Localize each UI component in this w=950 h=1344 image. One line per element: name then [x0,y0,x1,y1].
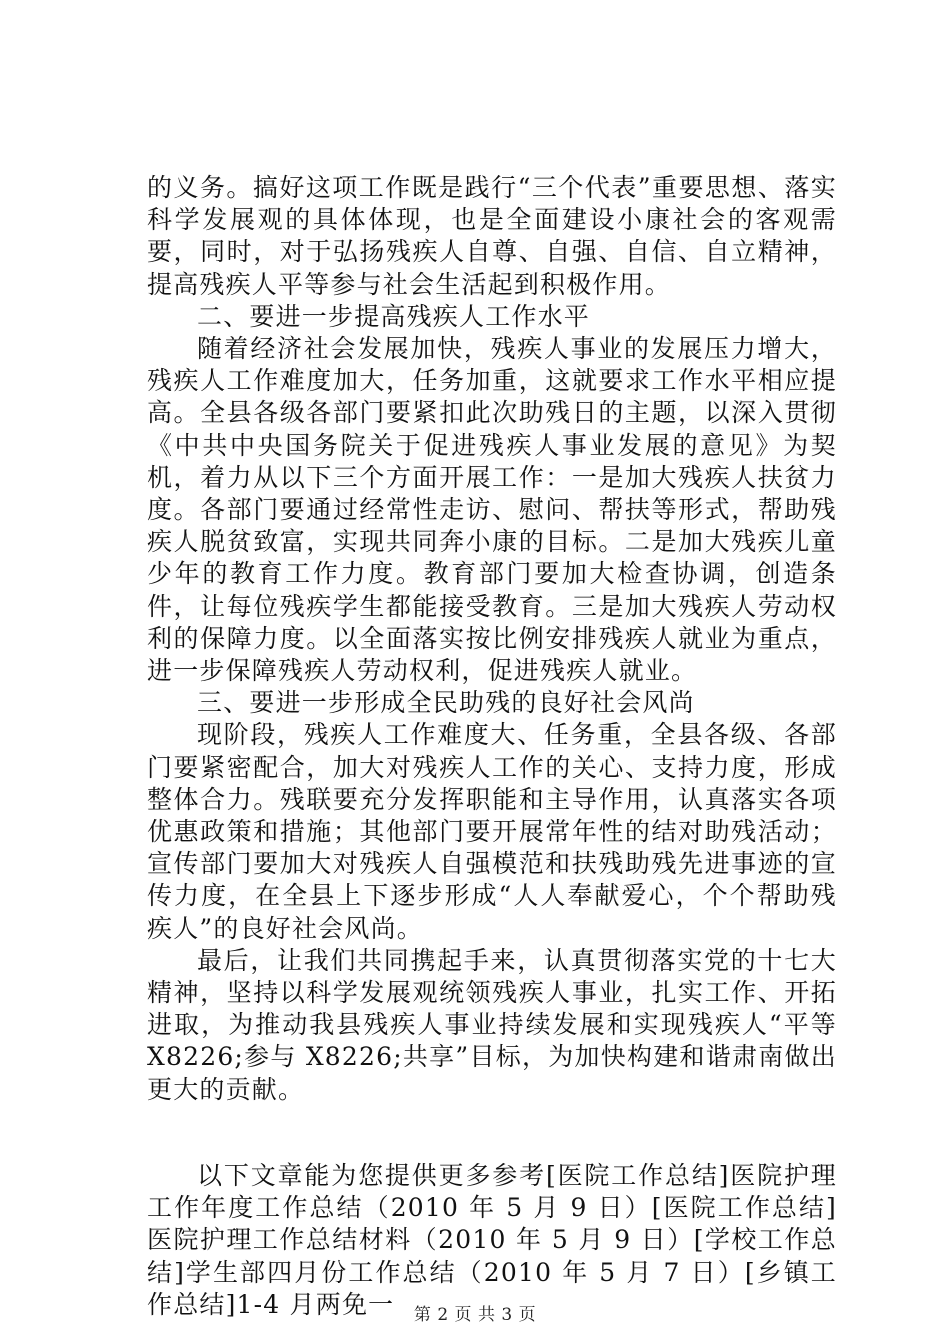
document-body [147,172,837,1321]
section-heading-3: 三、要进一步形成全民助残的良好社会风尚 [197,688,695,718]
paragraph-social-atmosphere: 现阶段，残疾人工作难度大、任务重，全县各级、各部门要紧密配合，加大对残疾人工作的关心、支持力度，形成整体合力。残联要充分发挥职能和主导作用，认真落实各项优惠政策和措施；其他部门要开展常年性的结对助残活动；宣传部门要加大对残疾人自强模范和扶残助残先进事迹的宣传力度，在全县上下逐步形成“人人奉献爱心，个个帮助残疾人”的良好社会风尚。 [147,720,837,943]
related-articles: 以下文章能为您提供更多参考[医院工作总结]医院护理工作年度工作总结（2010 年 5 月 9 日）[医院工作总结]医院护理工作总结材料（2010 年 5 月 9 日）[学校工作总结]学生部四月份工作总结（2010 年 5 月 7 日）[乡镇工作总结]1-4 月两免一 [147,1160,837,1319]
section-heading-2: 二、要进一步提高残疾人工作水平 [197,301,591,331]
paragraph-conclusion: 最后，让我们共同携起手来，认真贯彻落实党的十七大精神，坚持以科学发展观统领残疾人事业，扎实工作、开拓进取，为推动我县残疾人事业持续发展和实现残疾人“平等 X8226;参与 X8226;共享”目标，为加快构建和谐肃南做出更大的贡献。 [147,945,837,1104]
paragraph-improve-work: 随着经济社会发展加快，残疾人事业的发展压力增大，残疾人工作难度加大，任务加重，这就要求工作水平相应提高。全县各级各部门要紧扣此次助残日的主题，以深入贯彻《中共中央国务院关于促进残疾人事业发展的意见》为契机，着力从以下三个方面开展工作：一是加大残疾人扶贫力度。各部门要通过经常性走访、慰问、帮扶等形式，帮助残疾人脱贫致富，实现共同奔小康的目标。二是加大残疾儿童少年的教育工作力度。教育部门要加大检查协调，创造条件，让每位残疾学生都能接受教育。三是加大残疾人劳动权利的保障力度。以全面落实按比例安排残疾人就业为重点，进一步保障残疾人劳动权利，促进残疾人就业。 [147,334,837,686]
paragraph-gap [147,1106,837,1160]
paragraph-obligation: 的义务。搞好这项工作既是践行“三个代表”重要思想、落实科学发展观的具体体现，也是全面建设小康社会的客观需要，同时，对于弘扬残疾人自尊、自强、自信、自立精神，提高残疾人平等参与社会生活起到积极作用。 [147,173,837,299]
page-number-footer: 第 2 页 共 3 页 [413,1305,537,1325]
